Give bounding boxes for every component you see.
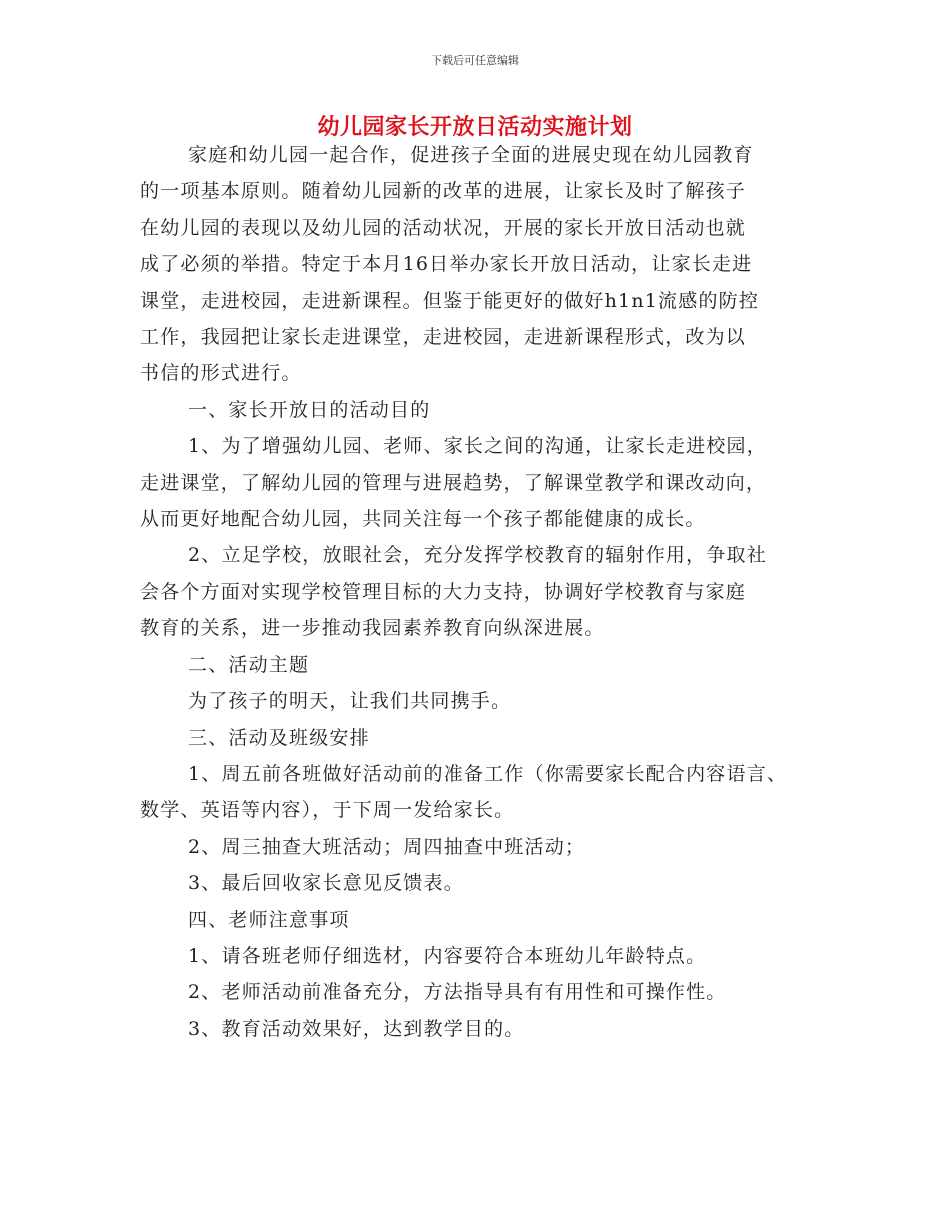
body-line: 成了必须的举措。特定于本月16日举办家长开放日活动，让家长走进 bbox=[140, 253, 753, 276]
document-body bbox=[140, 137, 830, 1047]
section-heading-schedule: 三、活动及班级安排 bbox=[188, 726, 370, 749]
document-title: 幼儿园家长开放日活动实施计划 bbox=[317, 114, 633, 140]
section-heading-theme: 二、活动主题 bbox=[188, 653, 310, 676]
section-heading-teacher-notes: 四、老师注意事项 bbox=[188, 908, 350, 931]
body-line: 1、周五前各班做好活动前的准备工作（你需要家长配合内容语言、 bbox=[188, 762, 788, 785]
body-line: 数学、英语等内容），于下周一发给家长。 bbox=[140, 799, 515, 822]
body-line: 为了孩子的明天，让我们共同携手。 bbox=[188, 690, 512, 713]
body-line: 从而更好地配合幼儿园，共同关注每一个孩子都能健康的成长。 bbox=[140, 508, 706, 531]
body-line: 教育的关系，进一步推动我园素养教育向纵深进展。 bbox=[140, 617, 605, 640]
page-header-note: 下载后可任意编辑 bbox=[431, 54, 519, 67]
body-line: 3、最后回收家长意见反馈表。 bbox=[188, 872, 464, 895]
body-line: 1、请各班老师仔细选材，内容要符合本班幼儿年龄特点。 bbox=[188, 944, 707, 967]
section-heading-purpose: 一、家长开放日的活动目的 bbox=[188, 398, 431, 421]
body-line: 工作，我园把让家长走进课堂，走进校园，走进新课程形式，改为以 bbox=[140, 326, 747, 349]
body-line: 的一项基本原则。随着幼儿园新的改革的进展，让家长及时了解孩子 bbox=[140, 180, 747, 203]
body-line: 书信的形式进行。 bbox=[140, 362, 302, 385]
body-line: 走进课堂，了解幼儿园的管理与进展趋势，了解课堂教学和课改动向， bbox=[140, 471, 767, 494]
body-line: 2、立足学校，放眼社会，充分发挥学校教育的辐射作用，争取社 bbox=[188, 544, 767, 567]
body-line: 会各个方面对实现学校管理目标的大力支持，协调好学校教育与家庭 bbox=[140, 580, 747, 603]
body-line: 2、周三抽查大班活动；周四抽查中班活动； bbox=[188, 835, 586, 858]
body-line: 家庭和幼儿园一起合作，促进孩子全面的进展史现在幼儿园教育 bbox=[188, 144, 754, 166]
body-line: 3、教育活动效果好，达到教学目的。 bbox=[188, 1017, 525, 1040]
body-line: 2、老师活动前准备充分，方法指导具有有用性和可操作性。 bbox=[188, 981, 727, 1004]
body-line: 在幼儿园的表现以及幼儿园的活动状况，开展的家长开放日活动也就 bbox=[140, 216, 747, 239]
body-line: 1、为了增强幼儿园、老师、家长之间的沟通，让家长走进校园， bbox=[188, 435, 767, 458]
body-line: 课堂，走进校园，走进新课程。但鉴于能更好的做好h1n1流感的防控 bbox=[140, 289, 760, 312]
